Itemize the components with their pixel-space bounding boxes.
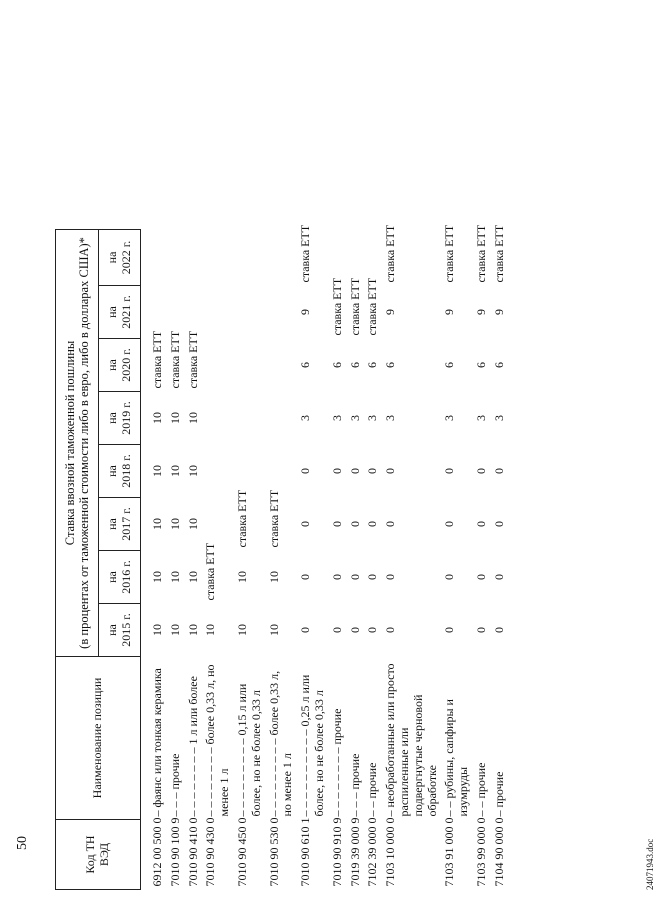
cell-rate-4: 3 xyxy=(298,415,313,421)
cell-rate-6 xyxy=(234,286,266,339)
cell-rate-7: ставка ЕТТ xyxy=(383,224,398,283)
cell-rate-6: ставка ЕТТ xyxy=(365,277,380,336)
header-year-2 xyxy=(99,498,141,551)
cell-rate-2: 0 xyxy=(298,521,313,527)
cell-rate-3: 0 xyxy=(473,468,488,474)
cell-rate-3: 10 xyxy=(185,465,200,477)
cell-rate-7: ставка ЕТТ xyxy=(298,224,313,283)
cell-name: – – – – – – – – – более 0,33 л, но менее 1 л xyxy=(266,670,295,817)
table-row xyxy=(167,14,185,889)
table-row xyxy=(266,14,298,889)
cell-rate-4: 3 xyxy=(347,415,362,421)
cell-code: 7019 39 000 9 xyxy=(347,817,362,887)
cell-name: – – – – – – – – более 0,33 л, но менее 1 л xyxy=(203,664,232,817)
cell-name: – прочие xyxy=(491,771,506,817)
cell-rate-0: 10 xyxy=(185,624,200,636)
cell-blank xyxy=(185,14,203,229)
cell-code: 7103 91 000 0 xyxy=(442,817,457,887)
cell-name: – – прочие xyxy=(365,762,380,817)
cell-rate-4: 3 xyxy=(442,415,457,421)
cell-rate-4 xyxy=(266,392,298,445)
table-row xyxy=(141,14,167,889)
header-year-7 xyxy=(99,229,141,285)
cell-rate-0: 0 xyxy=(442,627,457,633)
cell-blank xyxy=(382,14,441,229)
cell-rate-5: ставка ЕТТ xyxy=(167,330,182,389)
header-year-label: 2020 г. xyxy=(118,348,133,382)
cell-rate-1: 10 xyxy=(266,571,281,583)
header-year-4 xyxy=(99,392,141,445)
cell-code: 7010 90 430 0 xyxy=(203,817,218,887)
header-year-label: 2022 г. xyxy=(118,240,133,275)
cell-rate-2: ставка ЕТТ xyxy=(266,489,281,548)
cell-rate-7 xyxy=(185,229,203,285)
cell-rate-6: ставка ЕТТ xyxy=(347,277,362,336)
header-year-label: 2017 г. xyxy=(118,507,133,541)
cell-rate-7 xyxy=(167,229,185,285)
cell-rate-0: 0 xyxy=(365,627,380,633)
cell-blank xyxy=(202,14,234,229)
cell-rate-0: 10 xyxy=(150,624,164,636)
cell-rate-5: 6 xyxy=(347,362,362,368)
cell-rate-5 xyxy=(234,339,266,392)
cell-rate-1: 10 xyxy=(167,571,182,583)
cell-rate-5: ставка ЕТТ xyxy=(150,330,164,389)
cell-rate-3: 0 xyxy=(491,468,506,474)
cell-rate-6: 9 xyxy=(383,309,398,315)
header-rate-line1: Ставка ввозной таможенной пошлины xyxy=(62,340,77,546)
cell-code: 7010 90 530 0 xyxy=(266,817,281,887)
cell-code: 7010 90 100 9 xyxy=(167,817,182,887)
cell-rate-5: 6 xyxy=(473,362,488,368)
cell-name: – – – – – – – – – 0,15 л или более, но не более 0,33 л xyxy=(234,683,263,817)
cell-blank xyxy=(167,14,185,229)
header-year-na: на xyxy=(104,571,119,583)
header-year-label: 2019 г. xyxy=(118,401,133,435)
cell-rate-1: 0 xyxy=(365,574,380,580)
header-name: Наименование позиции xyxy=(56,657,141,820)
cell-rate-5: 6 xyxy=(365,362,380,368)
header-year-na: на xyxy=(104,624,119,636)
cell-rate-1: 0 xyxy=(329,574,344,580)
cell-rate-0: 0 xyxy=(298,627,313,633)
cell-rate-7 xyxy=(202,229,234,285)
cell-blank xyxy=(266,14,298,229)
header-blank xyxy=(56,14,141,229)
table-body xyxy=(141,14,509,889)
cell-rate-6: 9 xyxy=(473,309,488,315)
cell-rate-3: 0 xyxy=(298,468,313,474)
cell-rate-0: 10 xyxy=(234,624,249,636)
cell-name: – – – – – – – – – – 0,25 л или более, но не более 0,33 л xyxy=(298,674,326,817)
cell-rate-1: 0 xyxy=(298,574,313,580)
cell-blank xyxy=(347,14,365,229)
cell-rate-1: 0 xyxy=(473,574,488,580)
cell-rate-2: 0 xyxy=(329,521,344,527)
cell-rate-3: 10 xyxy=(150,465,164,477)
cell-rate-7: ставка ЕТТ xyxy=(473,224,488,283)
cell-rate-4: 3 xyxy=(473,415,488,421)
cell-rate-4 xyxy=(234,392,266,445)
header-year-label: 2015 г. xyxy=(118,613,133,647)
table-row xyxy=(382,14,441,889)
cell-blank xyxy=(491,14,509,229)
header-code: Код ТН ВЭД xyxy=(56,820,141,890)
cell-blank xyxy=(234,14,266,229)
cell-name: – – – – – – – – прочие xyxy=(329,708,344,817)
cell-rate-6: 9 xyxy=(442,309,457,315)
table-row xyxy=(297,14,329,889)
cell-rate-2: ставка ЕТТ xyxy=(234,489,249,548)
cell-code: 7010 90 410 0 xyxy=(185,817,200,887)
header-year-na: на xyxy=(104,306,119,318)
header-year-3 xyxy=(99,445,141,498)
cell-rate-0: 10 xyxy=(266,624,281,636)
tariff-table xyxy=(55,14,509,890)
header-year-na: на xyxy=(104,251,119,264)
cell-rate-5: 6 xyxy=(329,362,344,368)
cell-rate-3: 0 xyxy=(442,468,457,474)
table-row xyxy=(202,14,234,889)
cell-rate-1: 0 xyxy=(347,574,362,580)
cell-rate-1: 10 xyxy=(234,571,249,583)
cell-rate-3: 10 xyxy=(167,465,182,477)
cell-rate-4: 10 xyxy=(167,412,182,424)
table-row xyxy=(491,14,509,889)
cell-rate-0: 10 xyxy=(167,624,182,636)
cell-rate-5 xyxy=(266,339,298,392)
cell-name: – фаянс или тонкая керамика xyxy=(150,668,164,817)
cell-code: 7010 90 610 1 xyxy=(298,817,313,887)
cell-rate-0: 0 xyxy=(347,627,362,633)
table-row xyxy=(329,14,347,889)
cell-rate-0: 0 xyxy=(329,627,344,633)
cell-name: – – – прочие xyxy=(167,753,182,817)
cell-rate-6 xyxy=(266,286,298,339)
header-year-na: на xyxy=(104,412,119,424)
cell-code: 7102 39 000 0 xyxy=(365,817,380,887)
cell-rate-4: 3 xyxy=(491,415,506,421)
cell-rate-0: 10 xyxy=(203,624,218,636)
rotated-table-area xyxy=(15,15,655,890)
table-row xyxy=(441,14,473,889)
cell-rate-4 xyxy=(202,392,234,445)
cell-rate-0: 0 xyxy=(473,627,488,633)
header-year-label: 2018 г. xyxy=(118,454,133,488)
header-rate-group xyxy=(56,229,99,656)
cell-rate-2: 0 xyxy=(473,521,488,527)
table-header xyxy=(56,14,141,889)
cell-rate-1: 10 xyxy=(185,571,200,583)
cell-name: – – рубины, сапфиры и изумруды xyxy=(442,699,471,817)
cell-rate-1: 10 xyxy=(150,571,164,583)
cell-code: 7104 90 000 0 xyxy=(491,817,506,887)
header-year-6 xyxy=(99,286,141,339)
header-year-5 xyxy=(99,339,141,392)
cell-rate-3: 0 xyxy=(365,468,380,474)
header-year-label: 2016 г. xyxy=(118,560,133,594)
cell-code: 7010 90 910 9 xyxy=(329,817,344,887)
table-row xyxy=(364,14,382,889)
cell-rate-4: 3 xyxy=(383,415,398,421)
cell-code: 7103 99 000 0 xyxy=(473,817,488,887)
header-year-na: на xyxy=(104,518,119,530)
cell-rate-1: 0 xyxy=(383,574,398,580)
cell-rate-2: 10 xyxy=(150,518,164,530)
cell-rate-7 xyxy=(266,229,298,285)
cell-rate-5: 6 xyxy=(491,362,506,368)
table-row xyxy=(185,14,203,889)
cell-name: – – – – – – – – 1 л или более xyxy=(185,676,200,817)
header-year-1 xyxy=(99,551,141,604)
table-row xyxy=(347,14,365,889)
cell-rate-6: 9 xyxy=(491,309,506,315)
cell-rate-7 xyxy=(234,229,266,285)
cell-rate-0: 0 xyxy=(383,627,398,633)
cell-rate-1: 0 xyxy=(491,574,506,580)
table-row xyxy=(234,14,266,889)
cell-rate-7: ставка ЕТТ xyxy=(442,224,457,283)
cell-blank xyxy=(364,14,382,229)
header-rate-line2: (в процентах от таможенной стоимости либо в евро, либо в долларах США)* xyxy=(77,237,92,649)
cell-rate-0: 0 xyxy=(491,627,506,633)
cell-rate-6: ставка ЕТТ xyxy=(329,277,344,336)
cell-name: – – прочие xyxy=(473,762,488,817)
cell-rate-7 xyxy=(141,229,167,285)
cell-rate-5: ставка ЕТТ xyxy=(185,330,200,389)
header-year-label: 2021 г. xyxy=(118,295,133,329)
cell-rate-2: 10 xyxy=(185,518,200,530)
cell-rate-3: 0 xyxy=(383,468,398,474)
cell-rate-5: 6 xyxy=(383,362,398,368)
cell-rate-4: 3 xyxy=(365,415,380,421)
cell-rate-5 xyxy=(202,339,234,392)
cell-rate-4: 3 xyxy=(329,415,344,421)
cell-rate-3: 0 xyxy=(347,468,362,474)
cell-rate-7: ставка ЕТТ xyxy=(491,224,506,283)
cell-rate-5: 6 xyxy=(298,362,313,368)
header-year-na: на xyxy=(104,465,119,477)
cell-code: 7103 10 000 0 xyxy=(383,817,398,887)
cell-blank xyxy=(297,14,329,229)
cell-name: – – – прочие xyxy=(347,753,362,817)
cell-rate-2: 10 xyxy=(167,518,182,530)
cell-rate-2: 0 xyxy=(347,521,362,527)
cell-rate-2: 0 xyxy=(491,521,506,527)
cell-rate-3: 0 xyxy=(329,468,344,474)
cell-blank xyxy=(473,14,491,229)
cell-rate-4: 10 xyxy=(185,412,200,424)
cell-blank xyxy=(141,14,167,229)
cell-rate-4: 10 xyxy=(150,412,164,424)
cell-code: 7010 90 450 0 xyxy=(234,817,249,887)
cell-code: 6912 00 500 0 xyxy=(150,817,164,887)
cell-rate-2: 0 xyxy=(383,521,398,527)
cell-rate-1: 0 xyxy=(442,574,457,580)
cell-rate-5: 6 xyxy=(442,362,457,368)
table-row xyxy=(473,14,491,889)
page-number: 50 xyxy=(15,836,30,850)
cell-rate-1: ставка ЕТТ xyxy=(203,542,218,601)
cell-name: – необработанные или просто распиленные или подвергнутые черновой обработке xyxy=(383,663,439,817)
header-year-na: на xyxy=(104,359,119,371)
cell-blank xyxy=(329,14,347,229)
cell-rate-3 xyxy=(202,445,234,498)
cell-blank xyxy=(441,14,473,229)
cell-rate-6 xyxy=(202,286,234,339)
cell-rate-6: 9 xyxy=(298,309,313,315)
document-id: 24071943.doc xyxy=(645,838,655,890)
cell-rate-2: 0 xyxy=(365,521,380,527)
header-year-0 xyxy=(99,604,141,657)
cell-rate-2: 0 xyxy=(442,521,457,527)
